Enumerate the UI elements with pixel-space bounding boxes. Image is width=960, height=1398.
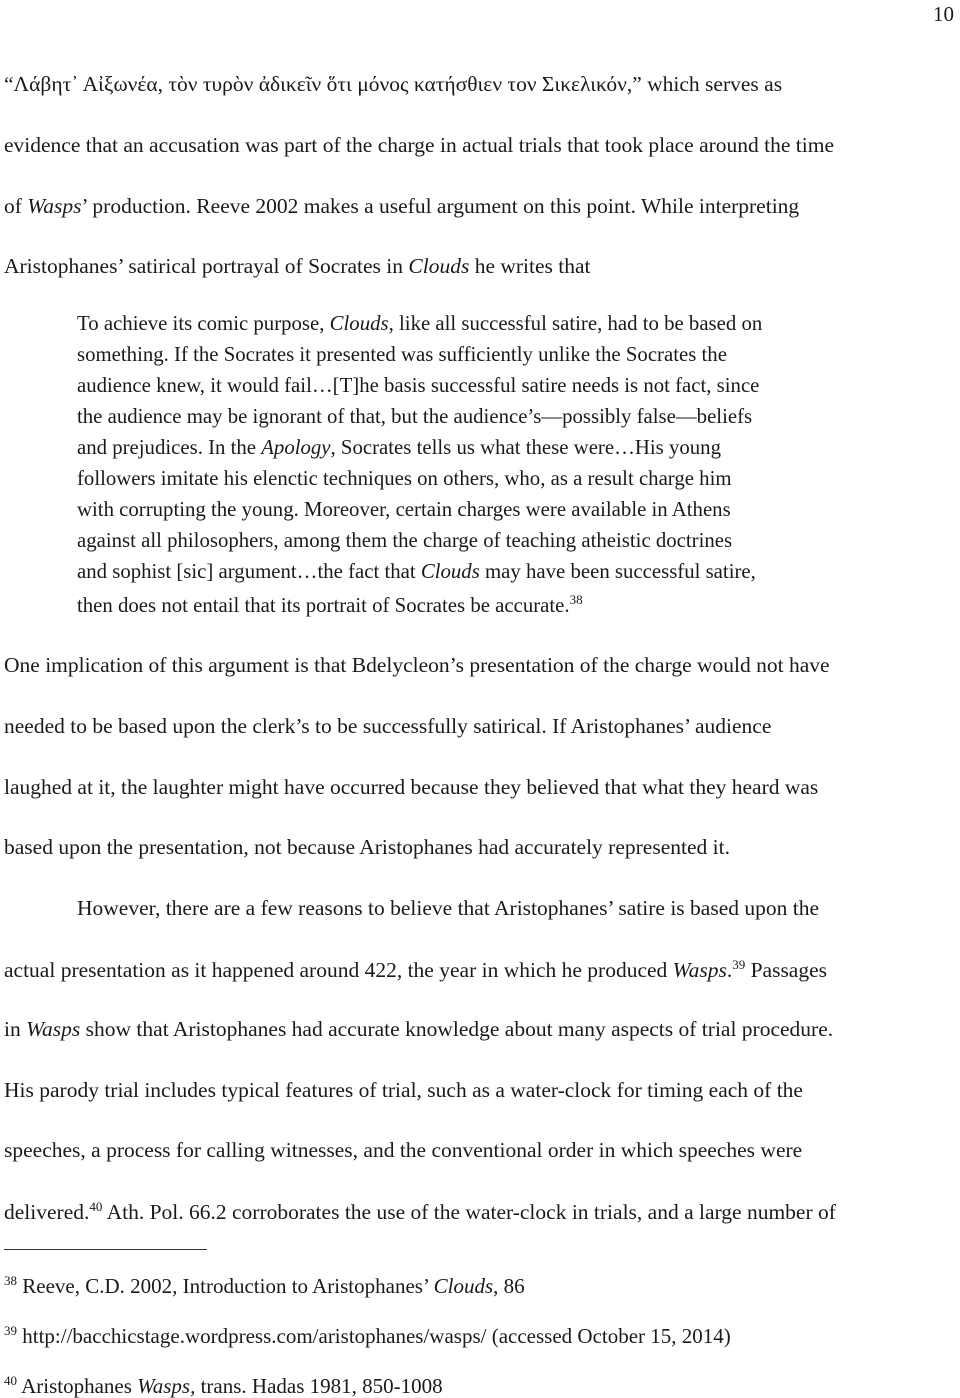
line-text: against all philosophers, among them the charge of teaching atheistic doctrines <box>77 529 733 552</box>
line-text: audience knew, it would fail…[T]he basis successful satire needs is not fact, since <box>77 374 760 397</box>
italic-title: Wasps, <box>137 1374 196 1398</box>
line-text: , Socrates tells us what these were…His young <box>330 436 721 459</box>
line-text: However, there are a few reasons to believe that Aristophanes’ satire is based upon the <box>77 896 820 920</box>
footnote <box>4 1324 731 1347</box>
quote-line <box>77 345 727 366</box>
footnote-number: 40 <box>4 1373 17 1388</box>
footnote-number: 39 <box>4 1323 17 1338</box>
line-text: “Λάβητ᾽ Αἰξωνέα, τὸν τυρὸν ἀδικεῖν ὅτι μόνος κατήσθιεν τον Σικελικόν,” which serves as <box>4 72 783 96</box>
line-text: ’ production. Reeve 2002 makes a useful argument on this point. While interpreting <box>81 194 800 218</box>
quote-line <box>77 407 752 428</box>
quote-line <box>77 438 721 459</box>
body-line <box>4 1080 803 1102</box>
line-text: Passages <box>745 958 828 982</box>
line-text: laughed at it, the laughter might have occurred because they believed that what they heard was <box>4 775 819 799</box>
footnote-text: Aristophanes <box>17 1374 138 1398</box>
body-line <box>4 196 799 218</box>
footnote-link[interactable]: http://bacchicstage.wordpress.com/aristophanes/wasps/ (accessed October 15, 2014) <box>17 1324 731 1348</box>
footnote <box>4 1374 443 1397</box>
line-text: based upon the presentation, not because Aristophanes had accurately represented it. <box>4 835 730 859</box>
body-line <box>4 716 771 738</box>
line-text: evidence that an accusation was part of the charge in actual trials that took place around the time <box>4 133 835 157</box>
footnote-text: Reeve, C.D. 2002, Introduction to Aristophanes’ <box>17 1274 434 1298</box>
line-text: and prejudices. In the <box>77 436 262 459</box>
body-line <box>4 135 834 157</box>
quote-line <box>77 500 731 521</box>
body-line <box>4 958 827 982</box>
line-text: actual presentation as it happened around 422, the year in which he produced <box>4 958 673 982</box>
line-text: then does not entail that its portrait of Socrates be accurate. <box>77 594 570 617</box>
line-text: Aristophanes’ satirical portrayal of Socrates in <box>4 254 409 278</box>
body-line <box>4 256 591 278</box>
line-text: His parody trial includes typical features of trial, such as a water-clock for timing each of the <box>4 1078 803 1102</box>
page-number: 10 <box>933 2 954 26</box>
footnote-number: 38 <box>4 1273 17 1288</box>
footnote-text: trans. Hadas 1981, 850-1008 <box>195 1374 443 1398</box>
line-text: speeches, a process for calling witnesses, and the conventional order in which speeches were <box>4 1138 803 1162</box>
line-text: in <box>4 1017 27 1041</box>
quote-line <box>77 469 732 490</box>
quote-line <box>77 593 583 617</box>
italic-title: Clouds <box>433 1274 494 1298</box>
line-text: To achieve its comic purpose, <box>77 312 330 335</box>
line-text: of <box>4 194 28 218</box>
italic-title: Wasps <box>672 958 727 982</box>
line-text: something. If the Socrates it presented was sufficiently unlike the Socrates the <box>77 343 727 366</box>
italic-title: Clouds <box>408 254 470 278</box>
line-text: and sophist [sic] argument…the fact that <box>77 560 421 583</box>
line-text: One implication of this argument is that Bdelycleon’s presentation of the charge would not have <box>4 653 830 677</box>
line-text: needed to be based upon the clerk’s to be successfully satirical. If Aristophanes’ audience <box>4 714 772 738</box>
body-line <box>4 1140 802 1162</box>
quote-line <box>77 531 732 552</box>
italic-title: Wasps <box>26 1017 81 1041</box>
line-text: show that Aristophanes had accurate knowledge about many aspects of trial procedure. <box>80 1017 834 1041</box>
italic-title: Wasps <box>27 194 82 218</box>
body-line <box>4 1200 836 1224</box>
line-text: may have been successful satire, <box>479 560 756 583</box>
quote-line <box>77 562 756 583</box>
footnote-text: , 86 <box>493 1274 525 1298</box>
footnote-divider <box>4 1249 207 1250</box>
footnote-ref[interactable]: 40 <box>89 1199 103 1214</box>
quote-line <box>77 314 762 335</box>
body-line <box>4 837 730 859</box>
line-text: he writes that <box>469 254 591 278</box>
quote-line <box>77 376 759 397</box>
body-line <box>4 777 818 799</box>
line-text: with corrupting the young. Moreover, certain charges were available in Athens <box>77 498 731 521</box>
body-line <box>4 1019 833 1041</box>
body-line <box>4 655 830 677</box>
footnote <box>4 1274 525 1297</box>
footnote-ref[interactable]: 39 <box>732 957 746 972</box>
line-text: the audience may be ignorant of that, but the audience’s—possibly false—beliefs <box>77 405 753 428</box>
footnote-ref[interactable]: 38 <box>569 592 583 607</box>
body-line <box>77 898 819 920</box>
line-text: delivered. <box>4 1200 90 1224</box>
italic-title: Apology <box>261 436 331 459</box>
line-text: followers imitate his elenctic techniques on others, who, as a result charge him <box>77 467 732 490</box>
italic-title: Clouds <box>329 312 389 335</box>
line-text: , like all successful satire, had to be based on <box>388 312 763 335</box>
line-text: Ath. Pol. 66.2 corroborates the use of the water-clock in trials, and a large number of <box>102 1200 836 1224</box>
line-text: . <box>726 958 733 982</box>
italic-title: Clouds <box>420 560 480 583</box>
body-line <box>4 74 782 96</box>
